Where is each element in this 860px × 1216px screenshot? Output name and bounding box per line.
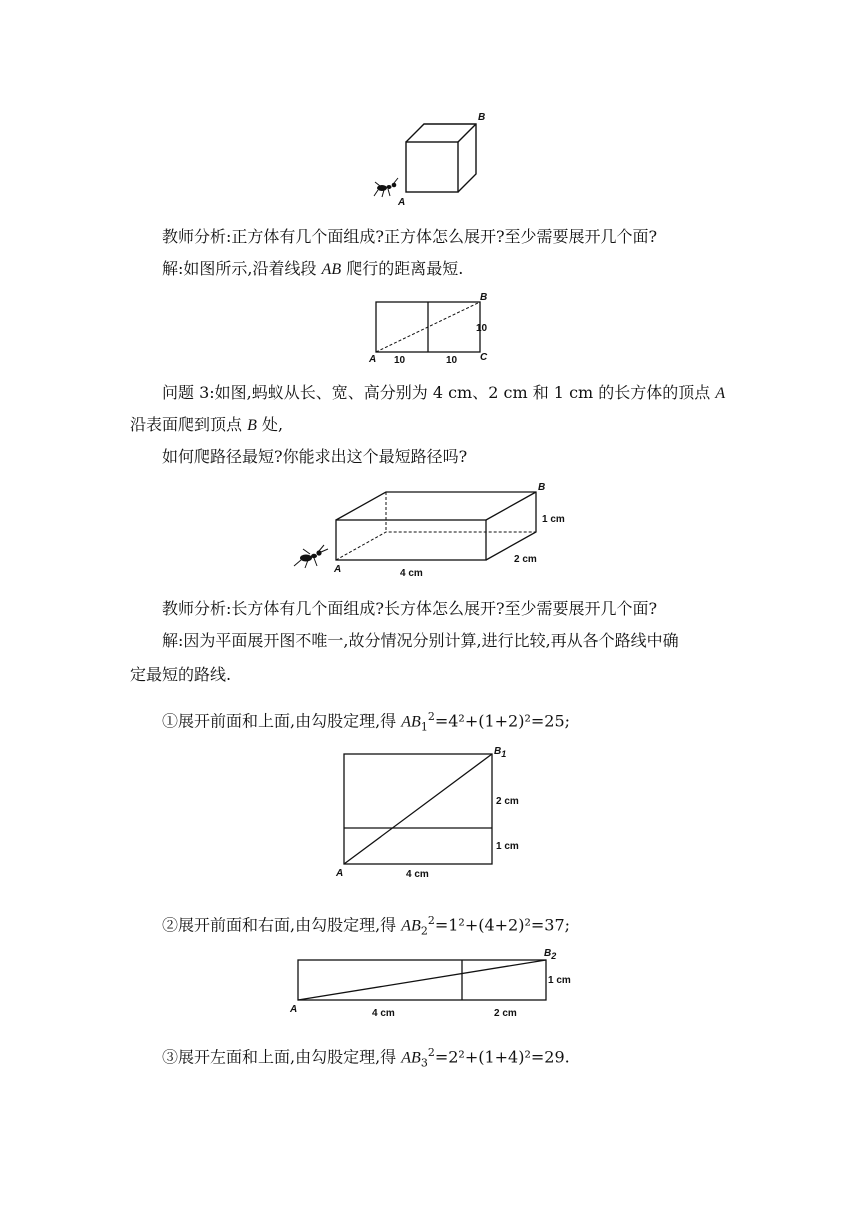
case-3-prefix: ③展开左面和上面,由勾股定理,得: [162, 1047, 402, 1067]
net1-label-b-sub: 1: [501, 749, 507, 759]
net2-label-b-sub: 2: [551, 951, 557, 961]
net2-dim-left: 4 cm: [372, 1008, 395, 1019]
case-1-var: AB: [401, 713, 421, 731]
net2-dim-height: 1 cm: [548, 975, 571, 986]
ant-icon: [374, 178, 398, 197]
net-label-a: A: [369, 354, 377, 365]
teacher-analysis-cube: 教师分析:正方体有几个面组成?正方体怎么展开?至少需要展开几个面?: [162, 227, 658, 246]
problem-3-text: 问题 3:如图,蚂蚁从长、宽、高分别为 4 cm、2 cm 和 1 cm 的长方体的顶点: [162, 383, 716, 402]
cube-net-figure: [366, 288, 496, 368]
net2-label-b-main: B: [544, 948, 552, 959]
problem-3-line-2-suffix: 处,: [256, 415, 284, 434]
case-2-sub: 2: [420, 924, 428, 938]
net-front-top-figure: [334, 742, 534, 882]
case-2-sup: 2: [427, 914, 435, 927]
net-dim-left: 10: [394, 355, 406, 366]
ant-icon: [294, 545, 328, 568]
case-3-var: AB: [401, 1049, 421, 1067]
solution-cuboid-line-1: 解:因为平面展开图不唯一,故分情况分别计算,进行比较,再从各个路线中确: [162, 631, 679, 650]
net-dim-mid: 10: [446, 355, 458, 366]
net1-label-b-main: B: [494, 746, 502, 757]
net1-label-b: [494, 746, 506, 759]
net-label-b: B: [480, 292, 488, 303]
problem-3-question: 如何爬路径最短?你能求出这个最短路径吗?: [162, 447, 468, 466]
net2-dim-right: 2 cm: [494, 1008, 517, 1019]
segment-ab: AB: [321, 261, 342, 278]
cuboid-dim-height: 1 cm: [542, 514, 565, 525]
solution-cube-suffix: 爬行的距离最短.: [341, 259, 464, 278]
case-1-sup: 2: [427, 710, 435, 723]
net-dim-right: 10: [476, 323, 488, 334]
cube-label-b: B: [478, 112, 486, 123]
cube-label-a: A: [398, 197, 406, 208]
net-label-c: C: [480, 352, 488, 363]
case-2-var: AB: [401, 917, 421, 935]
teacher-analysis-cuboid: 教师分析:长方体有几个面组成?长方体怎么展开?至少需要展开几个面?: [162, 599, 658, 618]
solution-cube: [162, 258, 860, 281]
solution-cube-prefix: 解:如图所示,沿着线段: [162, 259, 322, 278]
net2-label-a: A: [290, 1004, 298, 1015]
net2-label-b: [544, 948, 556, 961]
cuboid-label-b: B: [538, 482, 546, 493]
problem-3-line-2-prefix: 沿表面爬到顶点: [130, 415, 248, 434]
cuboid-figure: [286, 478, 586, 588]
net1-label-a: A: [336, 868, 344, 879]
case-1-prefix: ①展开前面和上面,由勾股定理,得: [162, 711, 402, 731]
case-2-prefix: ②展开前面和右面,由勾股定理,得: [162, 915, 402, 935]
problem-3-line-1: [162, 382, 860, 405]
case-3-rest: =2²+(1+4)²=29.: [434, 1047, 570, 1067]
case-1-rest: =4²+(1+2)²=25;: [434, 711, 571, 731]
case-2: [162, 910, 860, 943]
solution-cuboid-line-2: 定最短的路线.: [130, 665, 232, 684]
cube-figure: [360, 104, 500, 214]
case-3-sup: 2: [427, 1046, 435, 1059]
net-front-right-figure: [286, 940, 586, 1024]
cuboid-dim-length: 4 cm: [400, 568, 423, 579]
net1-dim-top: 2 cm: [496, 796, 519, 807]
cuboid-dim-width: 2 cm: [514, 554, 537, 565]
case-1: [162, 706, 860, 739]
cuboid-label-a: A: [334, 564, 342, 575]
case-3-sub: 3: [420, 1056, 428, 1070]
net1-dim-length: 4 cm: [406, 869, 429, 880]
net1-dim-bottom: 1 cm: [496, 841, 519, 852]
case-1-sub: 1: [420, 720, 428, 734]
problem-3-line-2: [130, 414, 860, 437]
case-3: [162, 1042, 860, 1075]
vertex-a: A: [715, 385, 726, 402]
case-2-rest: =1²+(4+2)²=37;: [434, 915, 571, 935]
vertex-b: B: [247, 417, 257, 434]
